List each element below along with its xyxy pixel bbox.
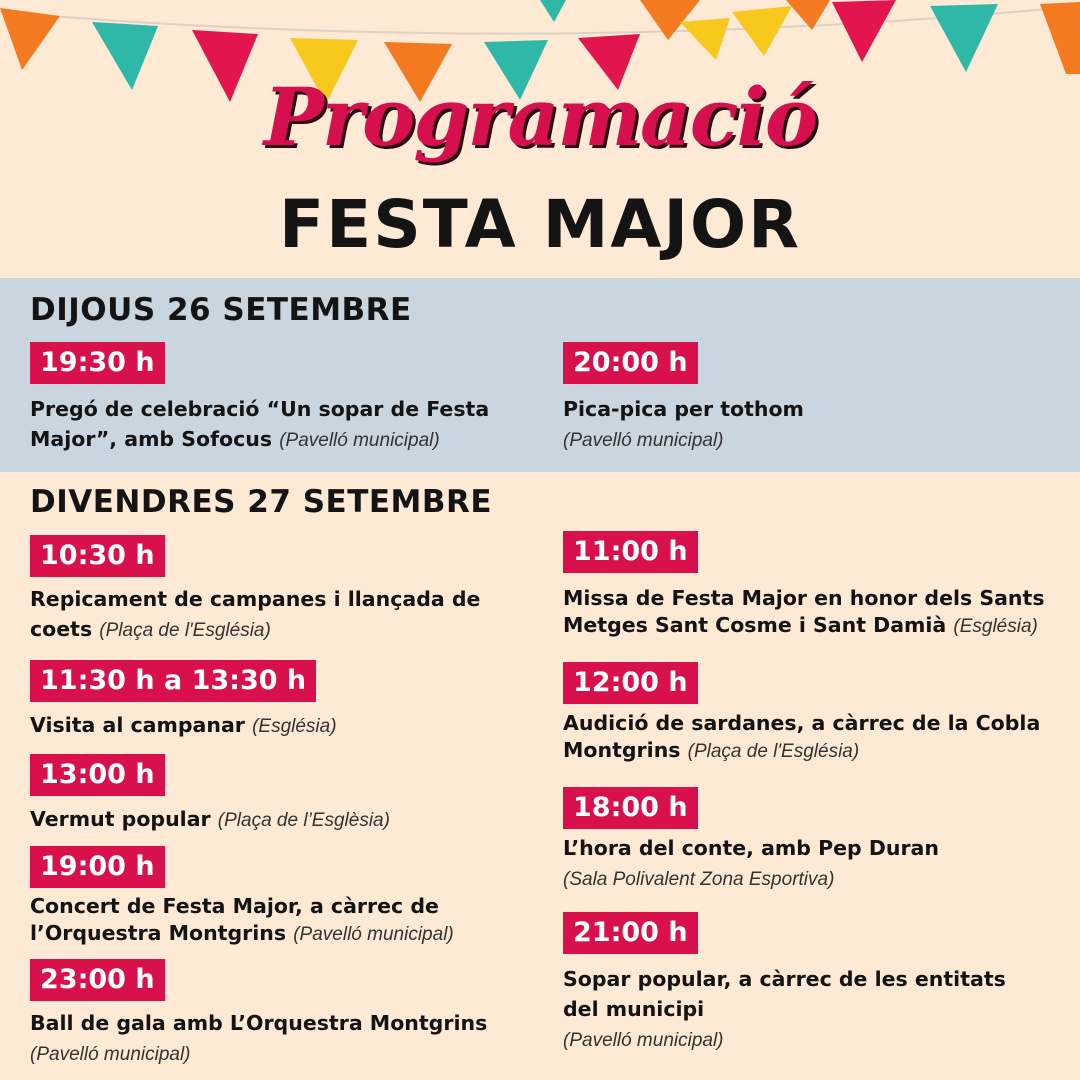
- event-item: [30, 342, 530, 456]
- event-title: Concert de Festa Major, a càrrec de l’Orquestra Montgrins: [30, 894, 439, 945]
- event-title: Pregó de celebració “Un sopar de Festa Major”, amb Sofocus: [30, 397, 490, 451]
- event-title: Missa de Festa Major en honor dels Sants Metges Sant Cosme i Sant Damià: [563, 586, 1045, 637]
- event-description: [30, 394, 530, 456]
- event-title: Ball de gala amb L’Orquestra Montgrins: [30, 1011, 488, 1035]
- event-time-badge: 12:00 h: [563, 662, 698, 704]
- event-item: [30, 846, 520, 948]
- event-description: [563, 833, 1075, 895]
- event-description: [30, 1008, 540, 1070]
- event-place: (Plaça de l'Església): [687, 741, 860, 762]
- event-time-badge: 20:00 h: [563, 342, 698, 384]
- event-description: [563, 394, 1063, 456]
- event-time-badge: 19:30 h: [30, 342, 165, 384]
- event-title: Sopar popular, a càrrec de les entitats del municipi: [563, 967, 1006, 1021]
- event-item: [563, 912, 1033, 1056]
- event-title: Repicament de campanes i llançada de coets: [30, 587, 481, 641]
- event-title: Pica-pica per tothom: [563, 397, 804, 421]
- event-item: [30, 959, 540, 1070]
- event-place: (Església): [252, 716, 337, 737]
- event-item: [30, 754, 530, 836]
- day-heading: DIVENDRES 27 SETEMBRE: [30, 484, 493, 520]
- event-item: [563, 662, 1075, 765]
- event-time-badge: 21:00 h: [563, 912, 698, 954]
- event-description: [30, 584, 500, 646]
- event-item: [563, 787, 1075, 895]
- event-item: [30, 535, 500, 646]
- event-description: [30, 710, 530, 742]
- event-description: [563, 710, 1075, 765]
- event-description: [30, 804, 530, 836]
- event-title: L’hora del conte, amb Pep Duran: [563, 836, 939, 860]
- event-item: [563, 342, 1063, 456]
- day-heading: DIJOUS 26 SETEMBRE: [30, 292, 412, 328]
- event-description: [563, 964, 1033, 1056]
- event-description: [30, 893, 520, 948]
- event-place: (Pavelló municipal): [279, 430, 440, 451]
- event-time-badge: 18:00 h: [563, 787, 698, 829]
- day-section-dijous: [0, 278, 1080, 472]
- event-title: Vermut popular: [30, 807, 211, 831]
- event-place: (Pavelló municipal): [563, 1030, 724, 1051]
- event-item: [30, 660, 530, 742]
- event-place: (Pavelló municipal): [30, 1044, 191, 1065]
- main-title: FESTA MAJOR: [279, 186, 801, 263]
- event-time-badge: 19:00 h: [30, 846, 165, 888]
- event-title: Audició de sardanes, a càrrec de la Cobla Montgrins: [563, 711, 1041, 762]
- event-place: (Plaça de l'Església): [99, 620, 271, 641]
- event-item: [563, 531, 1075, 640]
- event-place: (Pavelló municipal): [563, 430, 724, 451]
- event-time-badge: 10:30 h: [30, 535, 165, 577]
- event-place: (Plaça de l’Esglèsia): [217, 810, 390, 831]
- day-section-divendres: [0, 472, 1080, 1080]
- event-place: (Església): [953, 616, 1038, 637]
- script-title: Programació: [263, 70, 817, 164]
- event-place: (Sala Polivalent Zona Esportiva): [563, 869, 835, 890]
- event-place: (Pavelló municipal): [293, 924, 454, 945]
- poster-header: [0, 0, 1080, 278]
- event-description: [563, 585, 1075, 640]
- event-time-badge: 23:00 h: [30, 959, 165, 1001]
- event-time-badge: 13:00 h: [30, 754, 165, 796]
- event-time-badge: 11:00 h: [563, 531, 698, 573]
- event-time-badge: 11:30 h a 13:30 h: [30, 660, 316, 702]
- event-title: Visita al campanar: [30, 713, 245, 737]
